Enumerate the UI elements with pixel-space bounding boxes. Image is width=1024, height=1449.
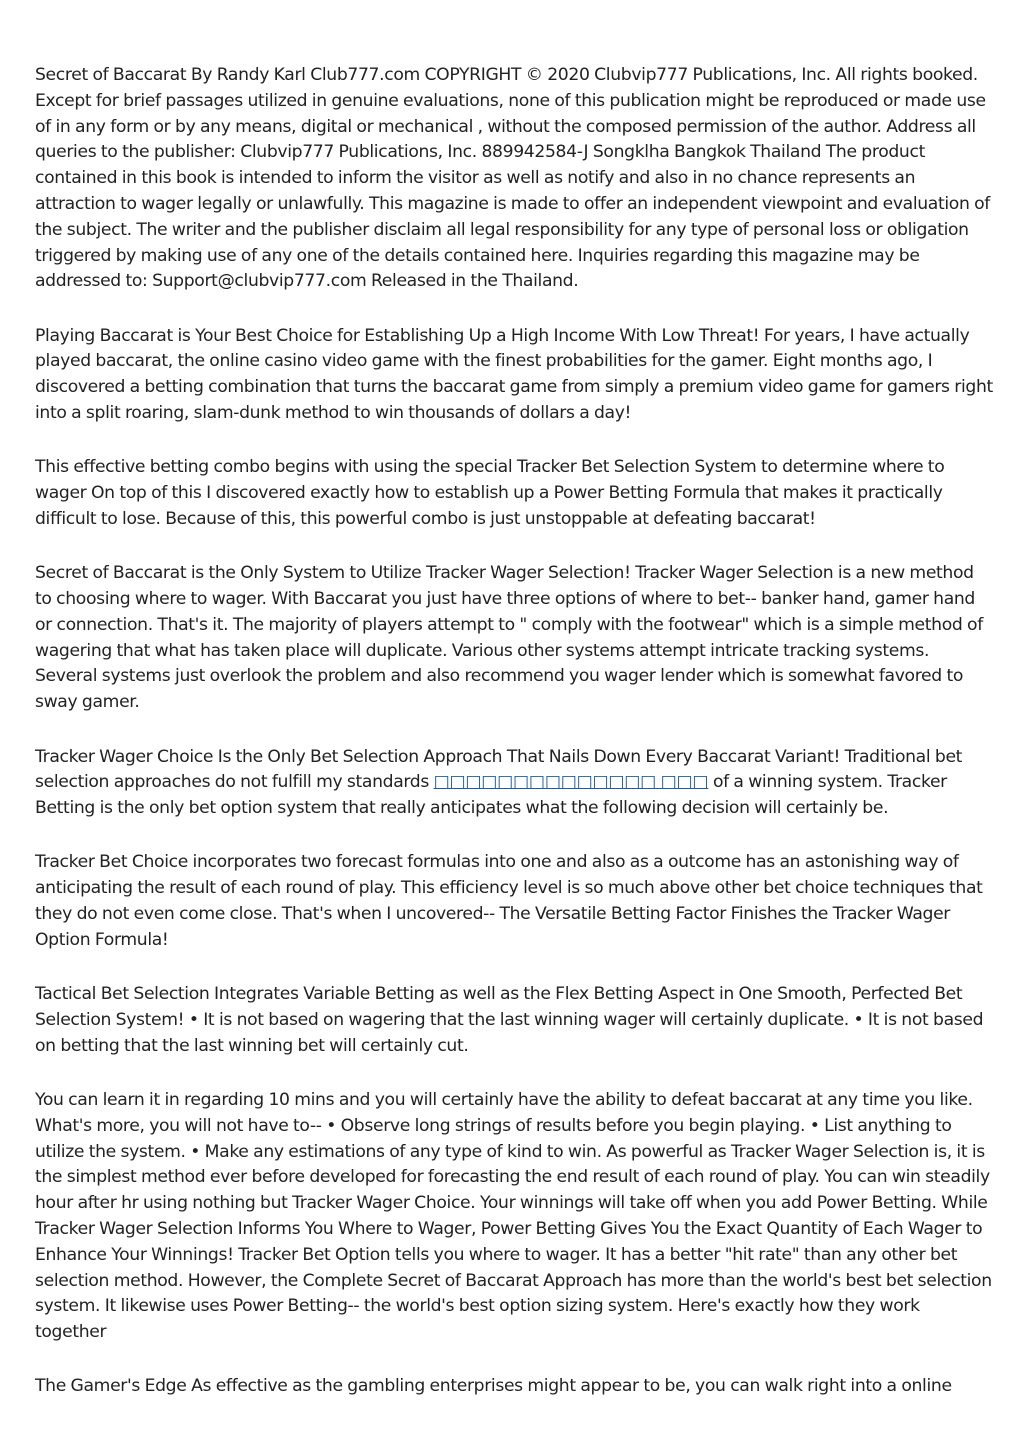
paragraph-tactical-selection: Tactical Bet Selection Integrates Variable Betting as well as the Flex Betting Aspect in One Smooth, Perfected Bet Selection System! • It is not based on wagering that the last winning wager will certainly duplicate. • It is not based on betting that the last winning bet will certainly cut. [35, 984, 984, 1056]
paragraph-copyright: Secret of Baccarat By Randy Karl Club777.com COPYRIGHT © 2020 Clubvip777 Publications, Inc. All rights booked. Except for brief passages utilized in genuine evaluations, none of this publication might be reproduced or made use of in any form or by any means, digital or mechanical , without the composed permission of the author. Address all queries to the publisher: Clubvip777 Publications, Inc. 889942584-J Songklha Bangkok Thailand The product contained in this book is intended to inform the visitor as well as notify and also in no chance represents an attraction to wager legally or unlawfully. This magazine is made to offer an independent viewpoint and evaluation of the subject. The writer and the publisher disclaim all legal responsibility for any type of personal loss or obligation triggered by making use of any one of the details contained here. Inquiries regarding this magazine may be addressed to: Support@clubvip777.com Released in the Thailand. [35, 65, 990, 292]
paragraph-forecast-formulas: Tracker Bet Choice incorporates two forecast formulas into one and also as a outcome has an astonishing way of anticipating the result of each round of play. This efficiency level is so much above other bet choice techniques that they do not even come close. That's when I uncovered-- The Versatile Betting Factor Finishes the Tracker Wager Option Formula! [35, 852, 983, 950]
paragraph-gamers-edge: The Gamer's Edge As effective as the gambling enterprises might appear to be, you can walk right into a online [35, 1376, 952, 1397]
paragraph-text-before-link: Tracker Wager Choice Is the Only Bet Selection Approach That Nails Down Every Baccarat Variant! Traditional bet selection approaches do not fulfill my standards [35, 746, 963, 793]
document-page [35, 63, 993, 1400]
inline-link[interactable]: □□□□□□□□□□□□□□ □□□ [433, 772, 709, 793]
paragraph-intro: Playing Baccarat is Your Best Choice for Establishing Up a High Income With Low Threat! For years, I have actually played baccarat, the online casino video game with the finest probabilities for the gamer. Eight months ago, I discovered a betting combination that turns the baccarat game from simply a premium video game for gamers right into a split roaring, slam-dunk method to win thousands of dollars a day! [35, 325, 993, 424]
paragraph-text-after-link: of a winning system. Tracker Betting is the only bet option system that really anticipates what the following decision will certainly be. [35, 772, 947, 819]
paragraph-learn-system: You can learn it in regarding 10 mins and you will certainly have the ability to defeat baccarat at any time you like. What's more, you will not have to-- • Observe long strings of results before you begin playing. • List anything to utilize the system. • Make any estimations of any type of kind to win. As powerful as Tracker Wager Selection is, it is the simplest method ever before developed for forecasting the end result of each round of play. You can win steadily hour after hr using nothing but Tracker Wager Choice. Your winnings will take off when you add Power Betting. While Tracker Wager Selection Informs You Where to Wager, Power Betting Gives You the Exact Quantity of Each Wager to Enhance Your Winnings! Tracker Bet Option tells you where to wager. It has a better "hit rate" than any other bet selection method. However, the Complete Secret of Baccarat Approach has more than the world's best bet selection system. It likewise uses Power Betting-- the world's best option sizing system. Here's exactly how they work together [35, 1090, 992, 1343]
paragraph-betting-combo: This effective betting combo begins with using the special Tracker Bet Selection System to determine where to wager On top of this I discovered exactly how to establish up a Power Betting Formula that makes it practically difficult to lose. Because of this, this powerful combo is just unstoppable at defeating baccarat! [35, 457, 945, 529]
paragraph-tracker-selection: Secret of Baccarat is the Only System to Utilize Tracker Wager Selection! Tracker Wager Selection is a new method to choosing where to wager. With Baccarat you just have three options of where to bet-- banker hand, gamer hand or connection. That's it. The majority of players attempt to " comply with the footwear" which is a simple method of wagering that what has taken place will duplicate. Various other systems attempt intricate tracking systems. Several systems just overlook the problem and also recommend you wager lender which is somewhat favored to sway gamer. [35, 563, 983, 713]
paragraph-tracker-choice [35, 745, 993, 822]
